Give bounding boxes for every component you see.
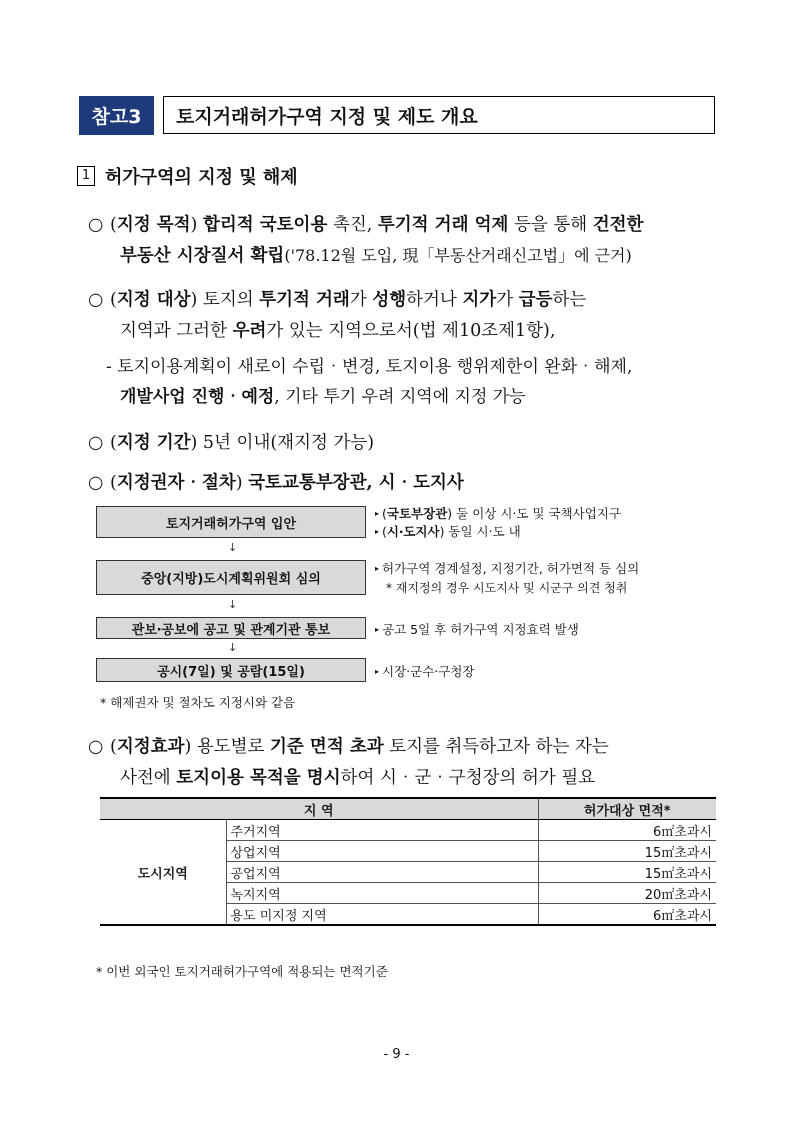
text-bold: 지가 [462, 290, 497, 310]
flow-note-4 [375, 662, 475, 680]
text: ) [190, 215, 203, 235]
region-name: 공업지역 [226, 862, 538, 883]
bullet-purpose-line1 [88, 211, 643, 236]
text-bold: 투기적 거래 억제 [377, 215, 509, 235]
text: ( [110, 433, 117, 453]
header-region: 지 역 [100, 798, 538, 820]
flow-step-2: 중앙(지방)도시계획위원회 심의 [96, 560, 366, 595]
flow-step-1: 토지거래허가구역 입안 [96, 506, 366, 538]
region-value: 15㎡초과시 [538, 841, 716, 862]
circle-bullet-icon: ○ [88, 473, 104, 493]
bullet-effect-line1 [88, 733, 609, 758]
text-bold: 토지이용 목적을 명시 [176, 768, 341, 788]
circle-bullet-icon: ○ [88, 737, 104, 757]
text-bold: 급등 [518, 290, 553, 310]
bullet-target-line2 [120, 317, 555, 342]
section-badge: 참고3 [79, 96, 154, 135]
flow-arrow-icon: ↓ [228, 598, 238, 611]
section-title: 허가구역의 지정 및 해제 [105, 167, 298, 188]
text-bold: 지정권자‧절차 [116, 473, 236, 493]
text: ('78.12월 도입, 現「부동산거래신고법」에 근거) [284, 246, 632, 265]
text-bold: 지정 목적 [116, 215, 191, 235]
table-header-row [100, 798, 716, 820]
text-bold: 투기적 거래 [259, 290, 350, 310]
flow-note-2a [375, 559, 639, 577]
bullet-period [88, 429, 374, 454]
bullet-authority [88, 469, 464, 494]
text: 하여 시‧군‧구청장의 허가 필요 [340, 768, 596, 788]
flow-step-4: 공시(7일) 및 공람(15일) [96, 658, 366, 682]
text: 허가구역 경계설정, 지정기간, 허가면적 등 심의 [382, 561, 640, 576]
section-number: 1 [77, 166, 95, 186]
table-footnote: * 이번 외국인 토지거래허가구역에 적용되는 면적기준 [96, 964, 388, 979]
region-name: 상업지역 [226, 841, 538, 862]
region-value: 6㎡초과시 [538, 904, 716, 926]
region-value: 20㎡초과시 [538, 883, 716, 904]
text-bold: 합리적 국토이용 [202, 215, 328, 235]
text-bold: 개발사업 진행‧예정 [120, 387, 275, 407]
triangle-bullet-icon: ▸ [375, 667, 380, 676]
text: ( [110, 215, 117, 235]
flow-arrow-icon: ↓ [228, 641, 238, 654]
text: ) [235, 473, 249, 493]
region-value: 6㎡초과시 [538, 820, 716, 841]
text: 가 [349, 290, 373, 310]
region-name: 주거지역 [226, 820, 538, 841]
triangle-bullet-icon: ▸ [375, 564, 380, 573]
group-cell: 도시지역 [100, 820, 226, 926]
text: ) 용도별로 [184, 737, 271, 757]
dash-item-line1: - 토지이용계획이 새로이 수립‧변경, 토지이용 행위제한이 완화‧해제, [106, 357, 633, 377]
header-area: 허가대상 면적* [538, 798, 716, 820]
text: 촉진, [327, 215, 378, 235]
text: 하는 [552, 290, 587, 310]
text: ( [382, 524, 387, 539]
text: ) 토지의 [190, 290, 260, 310]
dash-item-line2 [120, 382, 526, 407]
text: ( [110, 737, 117, 757]
section-heading [77, 163, 298, 189]
circle-bullet-icon: ○ [88, 215, 104, 235]
text: 토지를 취득하고자 하는 자는 [383, 737, 609, 757]
triangle-bullet-icon: ▸ [375, 509, 380, 518]
triangle-bullet-icon: ▸ [375, 527, 380, 536]
bullet-purpose-line2 [120, 242, 632, 267]
text-bold: 부동산 시장질서 확립 [120, 246, 285, 266]
text: ) 동일 시‧도 내 [439, 524, 521, 539]
text-bold: 시‧도지사 [386, 524, 440, 539]
text: 사전에 [120, 768, 177, 788]
text-bold: 성행 [372, 290, 407, 310]
region-name: 녹지지역 [226, 883, 538, 904]
text: 가 [496, 290, 519, 310]
flow-note-2b: * 재지정의 경우 시도지사 및 시군구 의견 청취 [386, 581, 628, 595]
text: 공고 5일 후 허가구역 지정효력 발생 [382, 622, 579, 637]
text-bold: 지정 기간 [116, 433, 191, 453]
text: 하거나 [406, 290, 463, 310]
text-bold: 지정 대상 [116, 290, 191, 310]
triangle-bullet-icon: ▸ [375, 625, 380, 634]
flow-note-1a [375, 504, 621, 522]
page-number: - 9 - [383, 1047, 410, 1062]
area-threshold-table [100, 797, 716, 926]
text: ( [110, 290, 117, 310]
circle-bullet-icon: ○ [88, 290, 104, 310]
text-bold: 우려 [232, 321, 267, 341]
circle-bullet-icon: ○ [88, 433, 104, 453]
bullet-target-line1 [88, 286, 586, 311]
page-title [163, 96, 715, 134]
text-bold: 지정효과 [116, 737, 185, 757]
text-bold: 기준 면적 초과 [270, 737, 384, 757]
text: , 기타 투기 우려 지역에 지정 가능 [274, 387, 526, 407]
text: ) 5년 이내(재지정 가능) [190, 433, 375, 453]
text: 시장‧군수‧구청장 [382, 664, 475, 679]
table-row [100, 820, 716, 841]
text-bold: 건전한 [592, 215, 644, 235]
text: ( [110, 473, 117, 493]
bullet-effect-line2 [120, 764, 595, 789]
text: ( [382, 506, 387, 521]
text-bold: 국토교통부장관, 시‧도지사 [248, 473, 464, 493]
text: 가 있는 지역으로서(법 제10조제1항), [266, 321, 556, 341]
flow-step-3: 관보‧공보에 공고 및 관계기관 통보 [96, 617, 366, 639]
text-bold: 국토부장관 [386, 506, 448, 521]
region-name: 용도 미지정 지역 [226, 904, 538, 926]
text: 등을 통해 [508, 215, 593, 235]
region-value: 15㎡초과시 [538, 862, 716, 883]
page-title-text: 토지거래허가구역 지정 및 제도 개요 [176, 105, 478, 128]
flow-note-1b [375, 522, 521, 540]
flow-arrow-icon: ↓ [228, 541, 238, 554]
flow-note-3 [375, 620, 579, 638]
text: ) 둘 이상 시‧도 및 국책사업지구 [447, 506, 621, 521]
flow-footnote: * 해제권자 및 절차도 지정시와 같음 [100, 695, 296, 710]
text: 지역과 그러한 [120, 321, 233, 341]
